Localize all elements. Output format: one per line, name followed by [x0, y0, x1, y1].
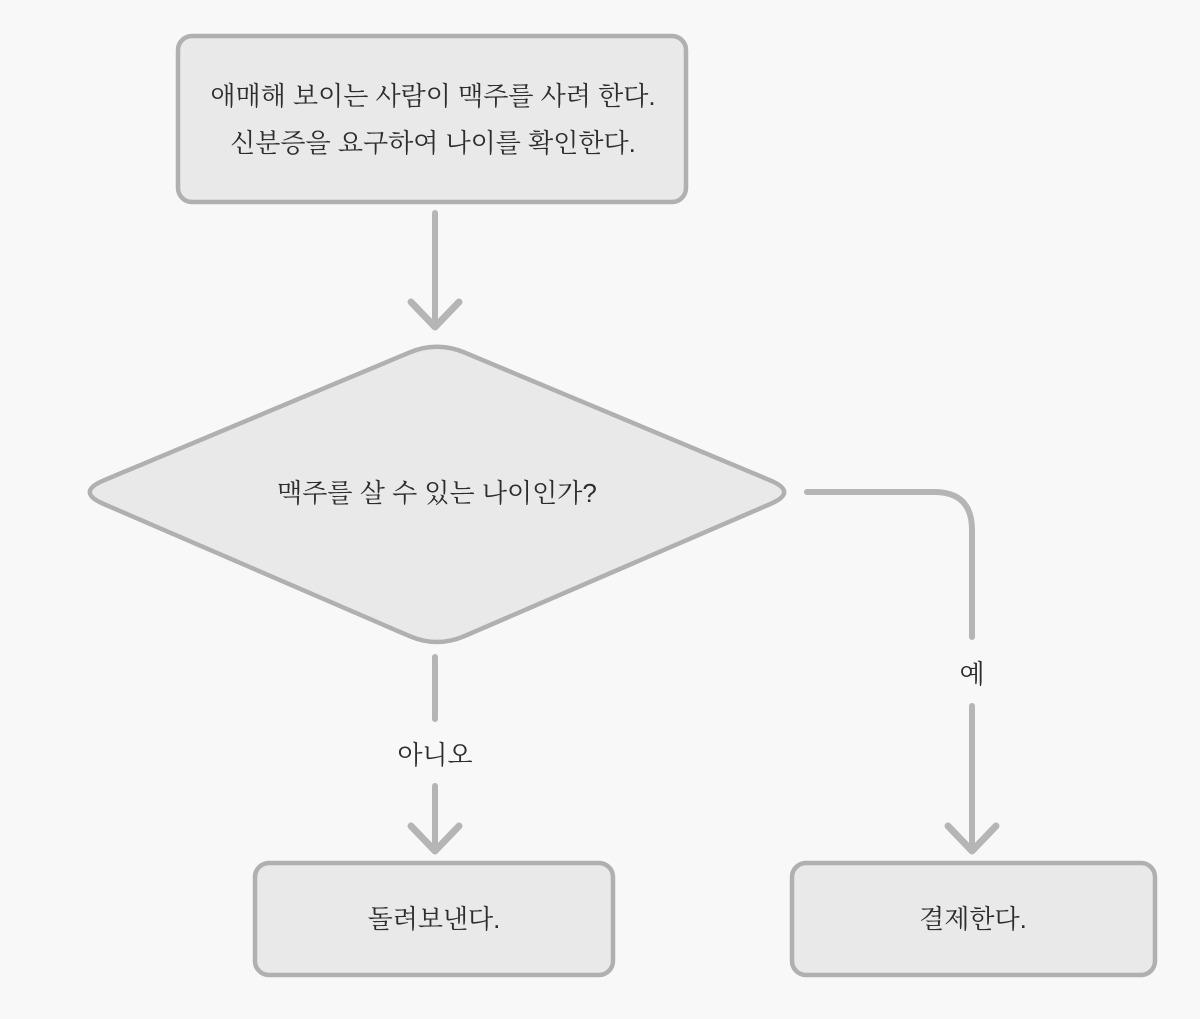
reject-node-label: 돌려보낸다. — [367, 904, 501, 934]
flow-node-pay — [792, 863, 1155, 975]
start-node-box — [178, 36, 686, 202]
decision-node-label: 맥주를 살 수 있는 나이인가? — [277, 478, 597, 508]
pay-node-label: 결제한다. — [919, 904, 1027, 934]
flow-node-decision — [90, 347, 784, 642]
flow-node-start — [178, 36, 686, 202]
start-node-label-line1: 애매해 보이는 사람이 맥주를 사려 한다. — [210, 81, 656, 111]
start-node-label-line2: 신분증을 요구하여 나이를 확인한다. — [230, 128, 636, 158]
flow-node-reject — [255, 863, 613, 975]
edge-decision-to-yes-label — [807, 492, 972, 637]
edge-label-no: 아니오 — [397, 740, 473, 770]
edge-label-yes: 예 — [959, 659, 985, 689]
